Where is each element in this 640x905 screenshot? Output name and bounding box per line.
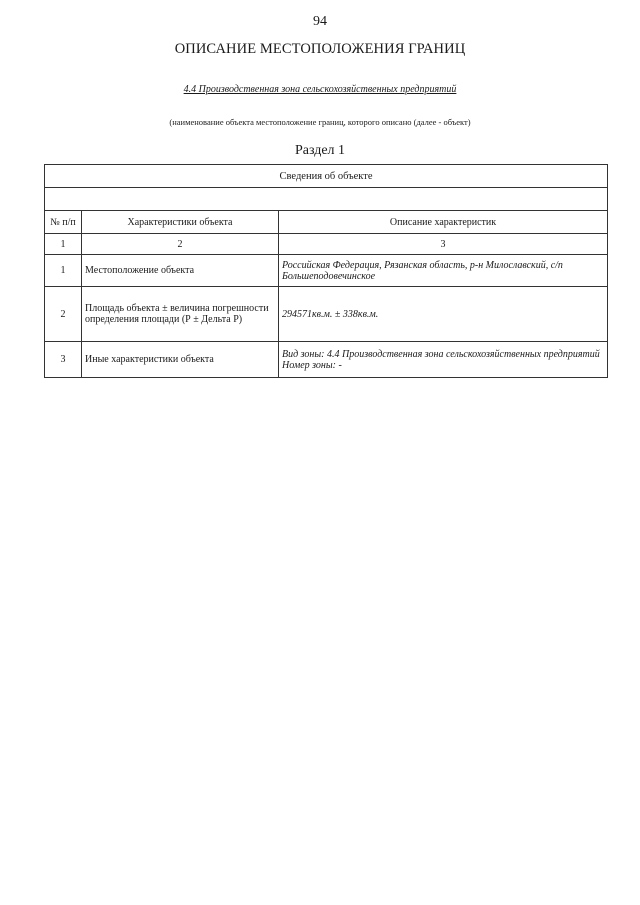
- section-title: Раздел 1: [294, 143, 346, 158]
- row-description: 294571кв.м. ± 338кв.м.: [279, 287, 608, 342]
- table-blank-row: [45, 188, 608, 211]
- row-number: 3: [45, 342, 82, 378]
- row-characteristic: Площадь объекта ± величина погрешности определения площади (Р ± Дельта Р): [82, 287, 279, 342]
- table-row: [45, 255, 608, 287]
- object-name: [0, 84, 640, 95]
- table-header: Сведения об объекте: [45, 165, 608, 188]
- object-name-caption: (наименование объекта местоположение границ, которого описано (далее - объект): [169, 117, 471, 127]
- column-header-characteristic: Характеристики объекта: [82, 211, 279, 234]
- column-number-2: 2: [82, 234, 279, 255]
- object-name-text: 4.4 Производственная зона сельскохозяйственных предприятий: [183, 84, 457, 95]
- column-number-1: 1: [45, 234, 82, 255]
- zone-type: Вид зоны: 4.4 Производственная зона сельскохозяйственных предприятий: [282, 348, 600, 360]
- row-characteristic: Местоположение объекта: [82, 255, 279, 287]
- row-description: [279, 342, 608, 378]
- document-title: ОПИСАНИЕ МЕСТОПОЛОЖЕНИЯ ГРАНИЦ: [174, 41, 466, 57]
- row-number: 2: [45, 287, 82, 342]
- column-header-description: Описание характеристик: [279, 211, 608, 234]
- object-info-table: [44, 164, 608, 378]
- row-description: Российская Федерация, Рязанская область, р-н Милославский, с/п Большеподовечинское: [279, 255, 608, 287]
- page-number: 94: [313, 14, 327, 29]
- column-header-number: № п/п: [45, 211, 82, 234]
- row-number: 1: [45, 255, 82, 287]
- table-row: [45, 287, 608, 342]
- zone-number: Номер зоны: -: [282, 359, 342, 371]
- row-characteristic: Иные характеристики объекта: [82, 342, 279, 378]
- table-row: [45, 342, 608, 378]
- column-number-3: 3: [279, 234, 608, 255]
